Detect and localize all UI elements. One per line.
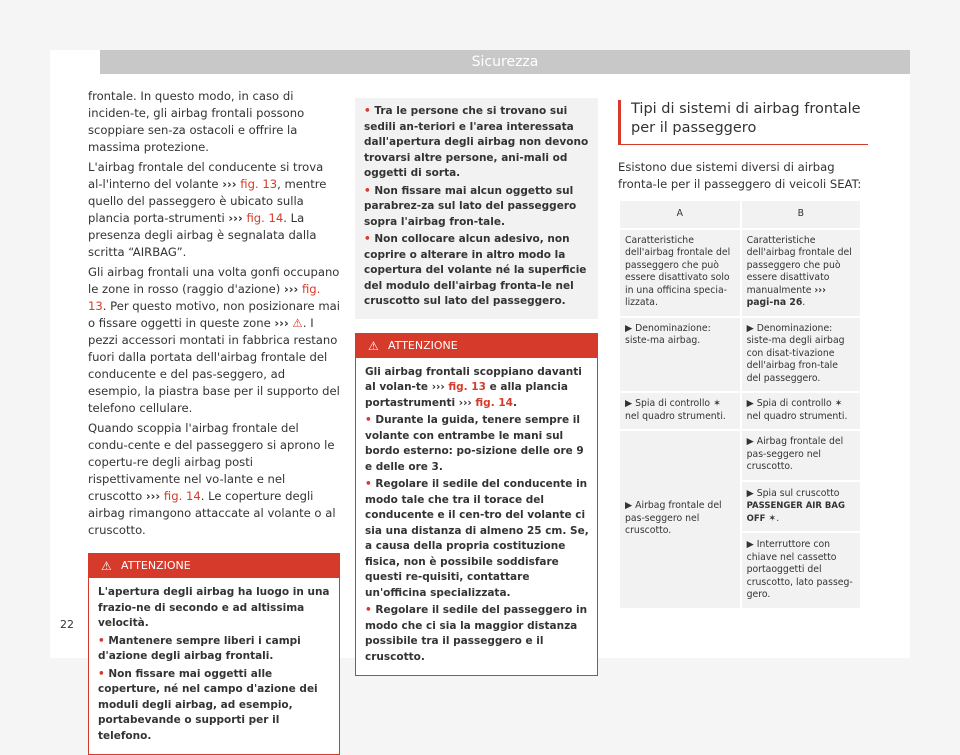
warning-box: ⚠ ATTENZIONE L'apertura degli airbag ha luogo in una frazio-ne di secondo e ad altissima velocità. • Mantenere sempre liberi i campi d'azione degli airbag frontali. • Non fissare mai oggetti alle coperture, né nel campo d'azione dei moduli degli airbag, ad esempio, portabevande o supporti per il telefono.	[88, 553, 340, 755]
arrow-right-icon: ▶	[746, 436, 754, 447]
table-row: ▶ Denominazione: siste-ma airbag. ▶ Denominazione: siste-ma degli airbag con disat-tivazione dell'airbag fron-tale del passeggero.	[620, 318, 860, 392]
bullet-icon: •	[365, 604, 372, 616]
passenger-airbag-off-label: PASSENGER AIR BAG OFF	[746, 501, 845, 524]
figure-link[interactable]: fig. 14	[475, 396, 513, 409]
table-row: Caratteristiche dell'airbag frontale del passeggero che può essere disattivato solo in una officina specia-lizzata. Caratteristiche dell'airbag frontale del passeggero che può essere disattivato manualmente ››› pagi-na 26.	[620, 230, 860, 316]
figure-link[interactable]: fig. 14	[246, 211, 284, 225]
bullet-icon: •	[364, 233, 371, 245]
table-row: ▶ Spia di controllo ✶ nel quadro strumenti. ▶ Spia di controllo ✶ nel quadro strumenti.	[620, 393, 860, 429]
manual-page	[50, 50, 910, 742]
figure-link[interactable]: fig. 13	[240, 177, 278, 191]
airbag-warning-lamp-icon: ✶	[713, 398, 721, 409]
bullet-icon: •	[98, 667, 105, 680]
column-middle	[355, 98, 598, 676]
table-header: B	[742, 201, 860, 228]
warning-box: ⚠ ATTENZIONE Gli airbag frontali scoppiano davanti al volan-te ››› fig. 13 e alla plancia portastrumenti ››› fig. 14. • Durante la guida, tenere sempre il volante con entrambe le mani sul bordo esterno: po-sizione delle ore 9 e delle ore 3. • Regolare il sedile del conducente in modo tale che tra il torace del conducente e il cen-tro del volante ci sia una distanza di almeno 25 cm. Se, a causa della propria costituzione fisica, non è possibile soddisfare questi re-quisiti, contattare un'officina specializzata. • Regolare il sedile del passeggero in modo che ci sia la maggior distanza possibile tra il passeggero e il cruscotto.	[355, 333, 598, 677]
warning-triangle-icon: ⚠	[292, 316, 303, 330]
airbag-systems-table	[618, 199, 862, 610]
section-title: Tipi di sistemi di airbag frontale per il passeggero	[618, 100, 868, 145]
warning-icon: ⚠	[368, 338, 379, 353]
table-row: ▶ Airbag frontale del pas-seggero nel cruscotto. ▶ Airbag frontale del pas-seggero nel cruscotto. ▶ Spia sul cruscotto PASSENGER AIR BAG OFF ✶. ▶ Interruttore con chiave nel cassetto portaoggetti del cruscotto, lato passeg-gero.	[620, 431, 860, 608]
warning-continuation: • Tra le persone che si trovano sui sedili an-teriori e l'area interessata dall'apertura degli airbag non devono trovarsi altre persone, ani-mali od oggetti di sorta. • Non fissare mai alcun oggetto sul parabrez-za sul lato del passeggero sopra l'airbag fron-tale. • Non collocare alcun adesivo, non coprire o alterare in altro modo la copertura del volante né la superficie del modulo dell'airbag fronta-le nel cruscotto sul lato del passeggero.	[355, 98, 598, 319]
table-header: A	[620, 201, 740, 228]
paragraph: Esistono due sistemi diversi di airbag fronta-le per il passeggero di veicoli SEAT:	[618, 160, 862, 191]
figure-link[interactable]: fig. 13	[448, 381, 486, 393]
bullet-icon: •	[365, 414, 372, 426]
airbag-warning-lamp-icon: ✶	[768, 512, 777, 524]
bullet-icon: •	[364, 105, 371, 117]
paragraph: frontale. In questo modo, in caso di inciden-te, gli airbag frontali possono scoppiare sen-za ostacoli e offrire la massima protezione.	[88, 89, 305, 154]
arrow-right-icon: ▶	[625, 500, 633, 511]
arrow-right-icon: ▶	[625, 322, 633, 334]
airbag-warning-lamp-icon: ✶	[834, 398, 843, 409]
paragraph: Gli airbag frontali una volta gonfi occupano le zone in rosso (raggio d'azione) ››› fig. 13. Per questo motivo, non posizionare mai o fissare oggetti in queste zone ››› ⚠. I pezzi accessori montati in fabbrica restano fuori dalla portata dell'airbag frontale del conducente e del pas-seggero, ad esempio, la piastra base per il supporto del telefono cellulare.	[88, 265, 340, 415]
warning-icon: ⚠	[101, 559, 112, 573]
bullet-icon: •	[365, 478, 372, 490]
bullet-icon: •	[98, 634, 105, 647]
paragraph: Quando scoppia l'airbag frontale del condu-cente e del passeggero si aprono le copertu-re degli airbag posti rispettivamente nel vo-lante e nel cruscotto ››› fig. 14. Le coperture degli airbag rimangono attaccate al volante o al cruscotto.	[88, 421, 336, 537]
page-number: 22	[60, 618, 74, 631]
figure-link[interactable]: fig. 13	[88, 282, 321, 313]
arrow-right-icon: ▶	[746, 398, 754, 409]
column-left	[88, 88, 340, 755]
bullet-icon: •	[364, 184, 371, 197]
arrow-right-icon: ▶	[746, 539, 754, 550]
paragraph: L'airbag frontale del conducente si trova al-l'interno del volante ››› fig. 13, mentre quello del passeggero è ubicato sulla plancia porta-strumenti ››› fig. 14. La presenza degli airbag è segnalata dalla scritta “AIRBAG”.	[88, 160, 327, 259]
section-header: Sicurezza	[100, 50, 910, 74]
page-link[interactable]: pagi-na 26	[746, 297, 803, 308]
arrow-right-icon: ▶	[625, 398, 633, 409]
column-right	[618, 100, 868, 610]
arrow-right-icon: ▶	[746, 322, 754, 334]
arrow-right-icon: ▶	[746, 487, 754, 499]
figure-link[interactable]: fig. 14	[163, 489, 201, 503]
